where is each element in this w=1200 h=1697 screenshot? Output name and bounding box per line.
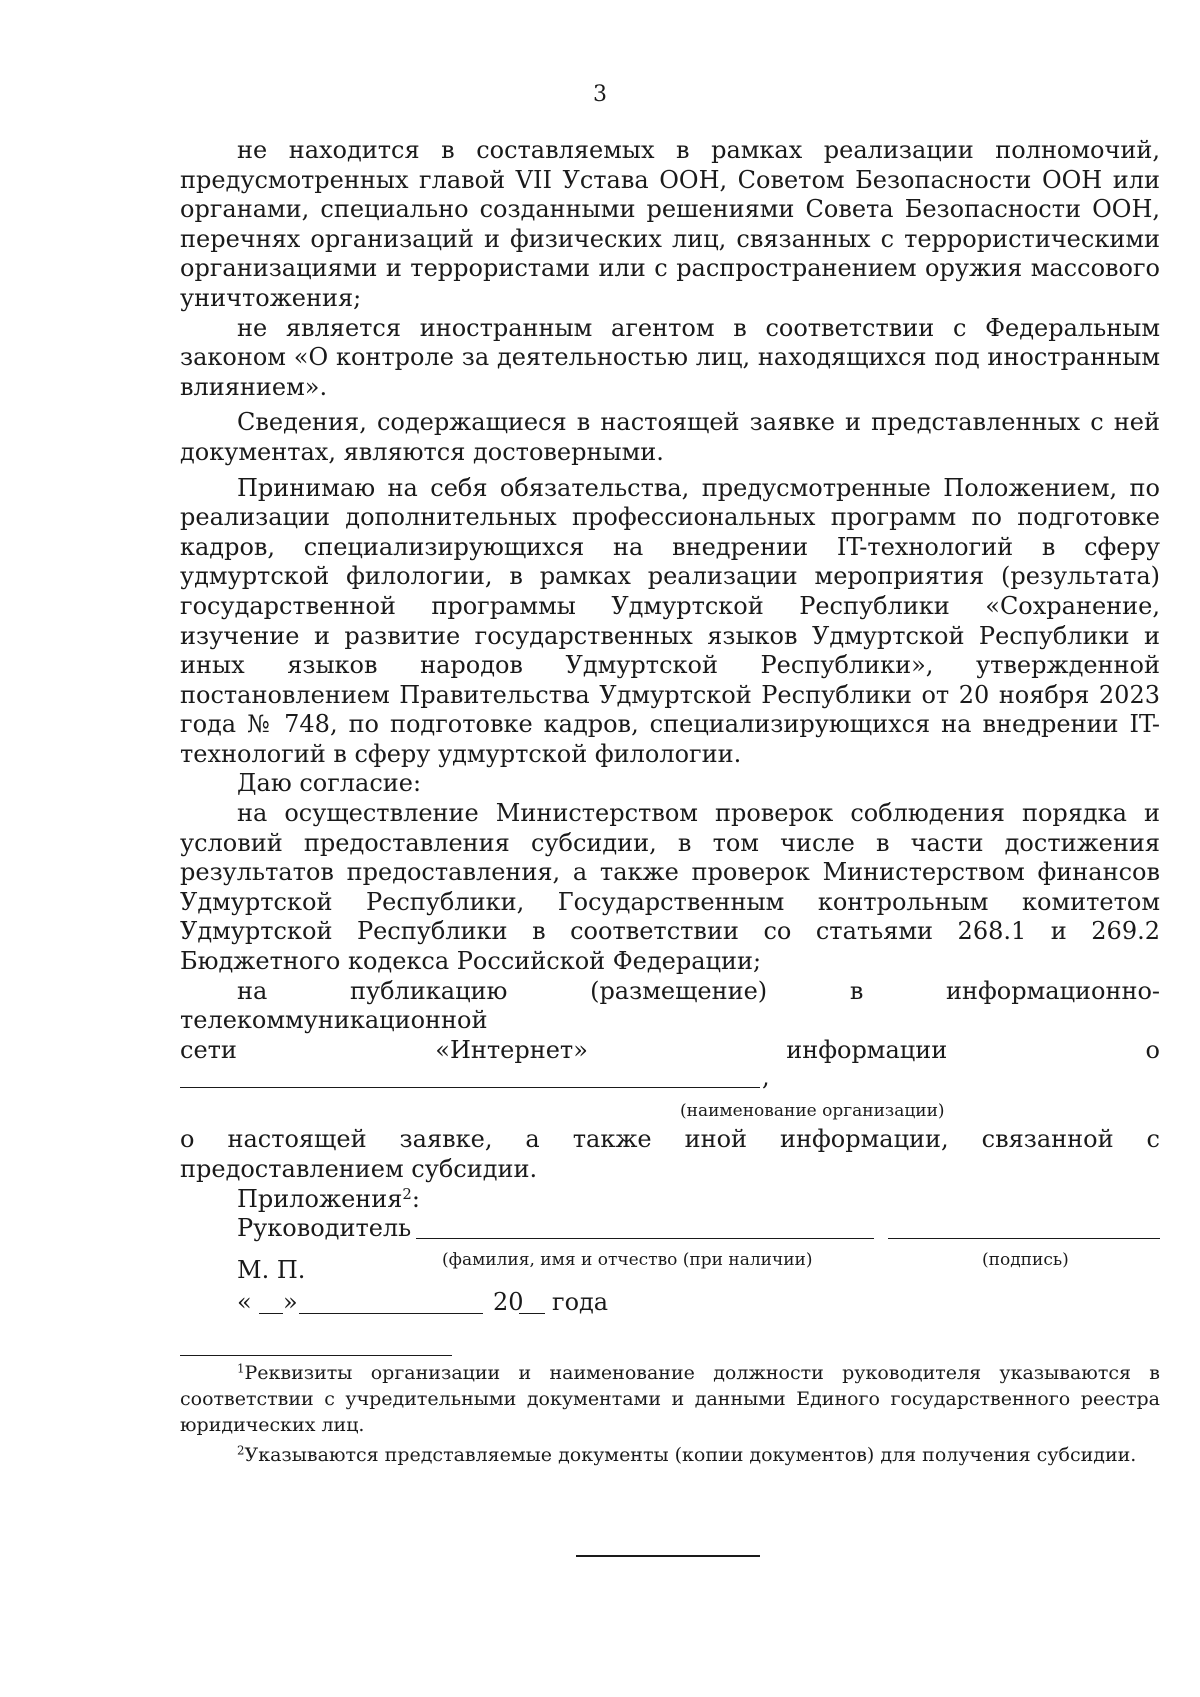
attachments-footnote-mark: 2 [402,1184,412,1203]
date-quote-open: « [237,1288,252,1316]
paragraph-foreign-agent: не является иностранным агентом в соответствии с Федеральным законом «О контроле за деятельностью лиц, находящихся под иностранным влиянием». [180,313,1160,401]
seal-placeholder-label: М. П. [237,1256,306,1284]
footnote-1 [180,1360,1160,1438]
date-quote-close: » [283,1288,298,1316]
date-day-line [259,1313,283,1314]
date-month-line [299,1313,483,1314]
organization-name-blank [180,1065,1160,1101]
attachments-line [180,1185,1160,1215]
paragraph-consent-publication-line2: сети «Интернет» информации о [180,1035,1160,1064]
organization-caption-row [180,1101,1160,1125]
end-of-document-rule [576,1555,760,1557]
signature-row [180,1214,1160,1250]
footnote-2 [180,1442,1160,1468]
footnote-separator [180,1355,452,1356]
footnote-2-text: Указываются представляемые документы (копии документов) для получения субсидии. [244,1444,1137,1466]
paragraph-consent-heading: Даю согласие: [237,769,422,798]
date-year-line [519,1313,545,1314]
date-year-word: года [552,1288,609,1316]
attachments-label: Приложения [237,1184,403,1213]
paragraph-un-lists: не находится в составляемых в рамках реализации полномочий, предусмотренных главой VII Устава ООН, Советом Безопасности ООН или органами, специально созданными решениями Совета Безопасности ООН, перечнях организаций и физических лиц, связанных с террористическими организациями и террористами или с распространением оружия массового уничтожения; [180,136,1160,312]
footnotes [180,1360,1160,1468]
head-signature-caption: (подпись) [982,1250,1069,1271]
paragraph-obligations: Принимаю на себя обязательства, предусмотренные Положением, по реализации дополнительных профессиональных программ по подготовке кадров, специализирующихся на внедрении IT-технологий в сферу удмуртской филологии, в рамках реализации мероприятия (результата) государственной программы Удмуртской Республики «Сохранение, изучение и развитие государственных языков Удмуртской Республики и иных языков народов Удмуртской Республики», утвержденной постановлением Правительства Удмуртской Республики от 20 ноября 2023 года № 748, по подготовке кадров, специализирующихся на внедрении IT-технологий в сферу удмуртской филологии. [180,473,1160,768]
paragraph-consent-publication-line1: на публикацию (размещение) в информационно-телекоммуникационной [180,976,1160,1035]
head-name-line [416,1238,874,1239]
paragraph-consent-audits: на осуществление Министерством проверок соблюдения порядка и условий предоставления субсидии, в том числе в части достижения результатов предоставления, а также проверок Министерством финансов Удмуртской Республики, Государственным контрольным комитетом Удмуртской Республики в соответствии со статьями 268.1 и 269.2 Бюджетного кодекса Российской Федерации; [180,799,1160,976]
paragraph-accuracy: Сведения, содержащиеся в настоящей заявке и представленных с ней документах, являются достоверными. [180,408,1160,466]
date-year-prefix: 20 [493,1288,524,1316]
head-label: Руководитель [237,1214,412,1243]
page-number: 3 [593,82,607,107]
organization-name-caption: (наименование организации) [680,1101,945,1122]
document-body [180,136,1160,1294]
head-signature-line [888,1238,1160,1239]
footnote-1-text: Реквизиты организации и наименование должности руководителя указываются в соответствии с учредительными документами и данными Единого государственного реестра юридических лиц. [180,1362,1160,1436]
attachments-colon: : [411,1184,420,1213]
date-field [237,1287,677,1321]
organization-name-comma: , [762,1063,770,1092]
head-name-caption: (фамилия, имя и отчество (при наличии) [442,1250,813,1271]
organization-name-line [180,1087,760,1088]
footnote-1-mark: 1 [237,1361,245,1376]
footnote-2-mark: 2 [237,1443,245,1458]
paragraph-publication-end: о настоящей заявке, а также иной информации, связанной с предоставлением субсидии. [180,1125,1160,1183]
